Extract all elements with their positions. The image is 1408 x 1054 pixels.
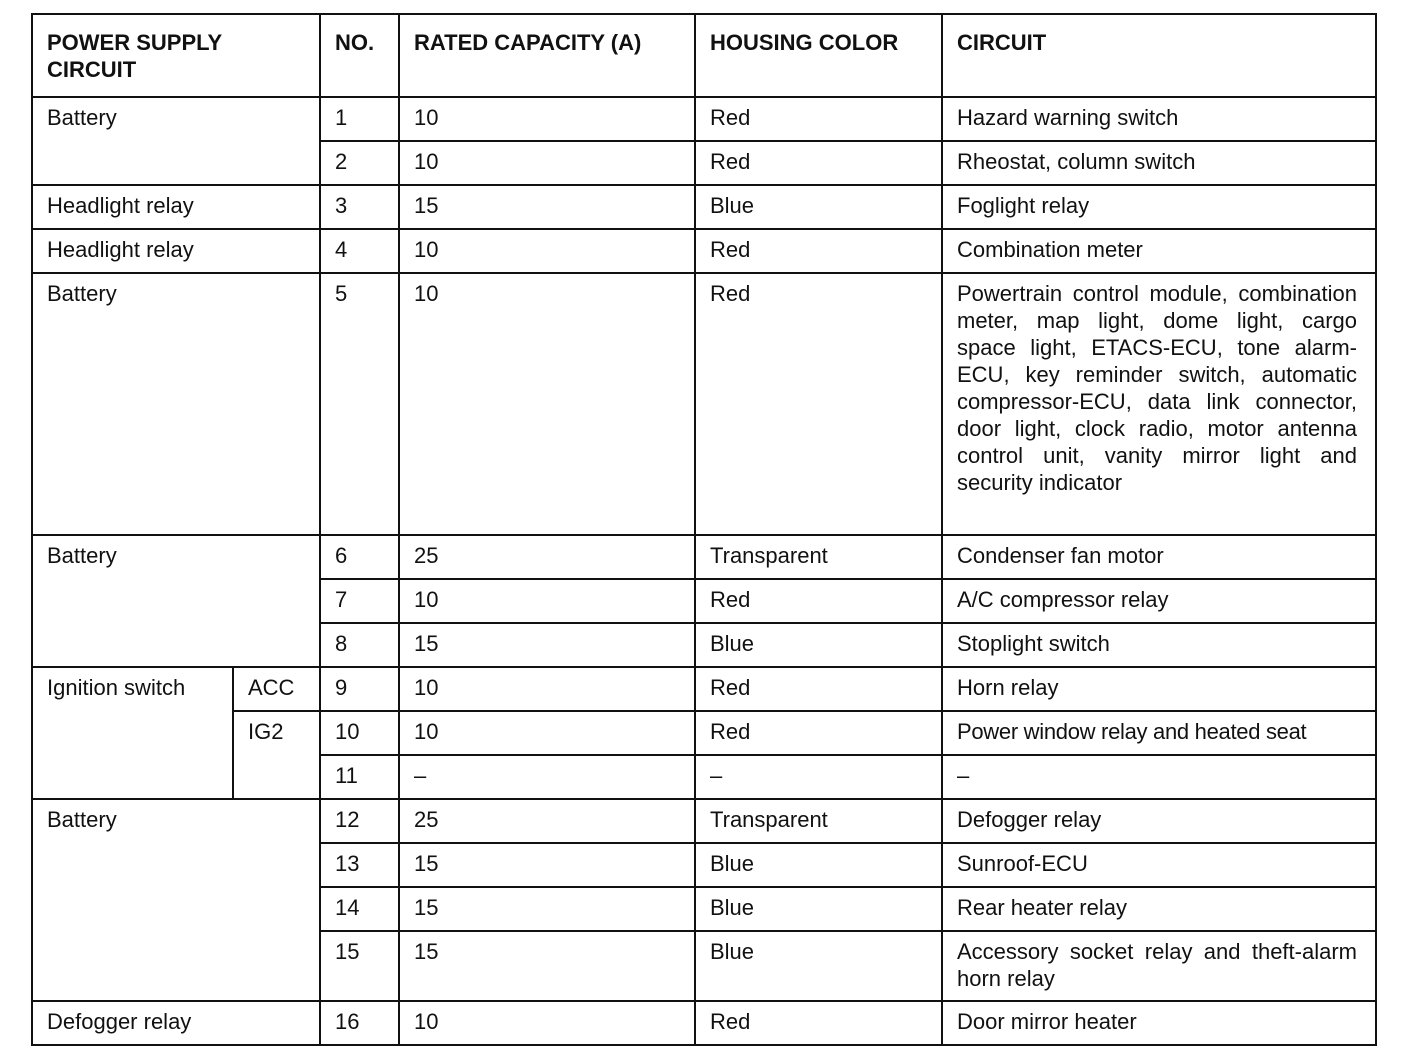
power-supply-cell: Battery xyxy=(32,799,320,1001)
table-row xyxy=(32,97,1376,141)
housing-color-cell: Blue xyxy=(695,185,942,229)
fuse-no-cell: 13 xyxy=(320,843,399,887)
fuse-no-cell: 2 xyxy=(320,141,399,185)
circuit-cell: Stoplight switch xyxy=(942,623,1376,667)
table-row xyxy=(32,711,1376,755)
table-row xyxy=(32,229,1376,273)
rated-capacity-cell: 10 xyxy=(399,141,695,185)
rated-capacity-cell: 25 xyxy=(399,535,695,579)
header-power-supply-circuit: POWER SUPPLY CIRCUIT xyxy=(32,14,320,97)
fuse-no-cell: 7 xyxy=(320,579,399,623)
housing-color-cell: – xyxy=(695,755,942,799)
fuse-no-cell: 16 xyxy=(320,1001,399,1045)
fuse-table xyxy=(31,13,1377,1046)
rated-capacity-cell: 10 xyxy=(399,229,695,273)
housing-color-cell: Red xyxy=(695,97,942,141)
housing-color-cell: Blue xyxy=(695,931,942,1001)
circuit-cell: Foglight relay xyxy=(942,185,1376,229)
fuse-no-cell: 8 xyxy=(320,623,399,667)
rated-capacity-cell: 15 xyxy=(399,185,695,229)
ignition-sub-cell: IG2 xyxy=(233,711,320,799)
circuit-cell: – xyxy=(942,755,1376,799)
circuit-cell: Power window relay and heated seat xyxy=(942,711,1376,755)
circuit-cell: Accessory socket relay and theft-alarm horn relay xyxy=(942,931,1376,1001)
table-row xyxy=(32,1001,1376,1045)
housing-color-cell: Blue xyxy=(695,843,942,887)
fuse-no-cell: 1 xyxy=(320,97,399,141)
rated-capacity-cell: 15 xyxy=(399,931,695,1001)
table-row xyxy=(32,273,1376,535)
table-row xyxy=(32,535,1376,579)
power-supply-cell: Ignition switch xyxy=(32,667,233,799)
fuse-no-cell: 4 xyxy=(320,229,399,273)
rated-capacity-cell: 10 xyxy=(399,97,695,141)
housing-color-cell: Red xyxy=(695,229,942,273)
circuit-cell: A/C compressor relay xyxy=(942,579,1376,623)
header-housing-color: HOUSING COLOR xyxy=(695,14,942,97)
header-no: NO. xyxy=(320,14,399,97)
rated-capacity-cell: 10 xyxy=(399,667,695,711)
rated-capacity-cell: 15 xyxy=(399,843,695,887)
ignition-sub-cell: ACC xyxy=(233,667,320,711)
rated-capacity-cell: 10 xyxy=(399,711,695,755)
circuit-cell: Door mirror heater xyxy=(942,1001,1376,1045)
header-rated-capacity: RATED CAPACITY (A) xyxy=(399,14,695,97)
housing-color-cell: Transparent xyxy=(695,535,942,579)
housing-color-cell: Red xyxy=(695,667,942,711)
fuse-no-cell: 5 xyxy=(320,273,399,535)
housing-color-cell: Blue xyxy=(695,887,942,931)
rated-capacity-cell: 10 xyxy=(399,579,695,623)
fuse-no-cell: 6 xyxy=(320,535,399,579)
rated-capacity-cell: 10 xyxy=(399,1001,695,1045)
circuit-cell: Powertrain control module, combination meter, map light, dome light, cargo space light, ETACS-ECU, tone alarm-ECU, key reminder switch, automatic compressor-ECU, data link connector, door light, clock radio, motor antenna control unit, vanity mirror light and security indicator xyxy=(942,273,1376,535)
housing-color-cell: Red xyxy=(695,273,942,535)
rated-capacity-cell: 25 xyxy=(399,799,695,843)
circuit-cell: Horn relay xyxy=(942,667,1376,711)
housing-color-cell: Red xyxy=(695,711,942,755)
housing-color-cell: Transparent xyxy=(695,799,942,843)
circuit-cell: Rear heater relay xyxy=(942,887,1376,931)
power-supply-cell: Battery xyxy=(32,97,320,185)
table-row xyxy=(32,185,1376,229)
housing-color-cell: Red xyxy=(695,1001,942,1045)
housing-color-cell: Red xyxy=(695,141,942,185)
power-supply-cell: Headlight relay xyxy=(32,185,320,229)
circuit-cell: Defogger relay xyxy=(942,799,1376,843)
fuse-no-cell: 10 xyxy=(320,711,399,755)
power-supply-cell: Battery xyxy=(32,273,320,535)
table-row xyxy=(32,667,1376,711)
rated-capacity-cell: 10 xyxy=(399,273,695,535)
housing-color-cell: Red xyxy=(695,579,942,623)
circuit-cell: Hazard warning switch xyxy=(942,97,1376,141)
power-supply-cell: Headlight relay xyxy=(32,229,320,273)
header-circuit: CIRCUIT xyxy=(942,14,1376,97)
power-supply-cell: Battery xyxy=(32,535,320,667)
table-row xyxy=(32,799,1376,843)
fuse-no-cell: 14 xyxy=(320,887,399,931)
fuse-no-cell: 9 xyxy=(320,667,399,711)
housing-color-cell: Blue xyxy=(695,623,942,667)
fuse-no-cell: 11 xyxy=(320,755,399,799)
header-row xyxy=(32,14,1376,97)
circuit-cell: Combination meter xyxy=(942,229,1376,273)
fuse-no-cell: 15 xyxy=(320,931,399,1001)
power-supply-cell: Defogger relay xyxy=(32,1001,320,1045)
circuit-cell: Condenser fan motor xyxy=(942,535,1376,579)
circuit-cell: Rheostat, column switch xyxy=(942,141,1376,185)
rated-capacity-cell: 15 xyxy=(399,887,695,931)
rated-capacity-cell: 15 xyxy=(399,623,695,667)
fuse-no-cell: 3 xyxy=(320,185,399,229)
fuse-no-cell: 12 xyxy=(320,799,399,843)
circuit-cell: Sunroof-ECU xyxy=(942,843,1376,887)
rated-capacity-cell: – xyxy=(399,755,695,799)
